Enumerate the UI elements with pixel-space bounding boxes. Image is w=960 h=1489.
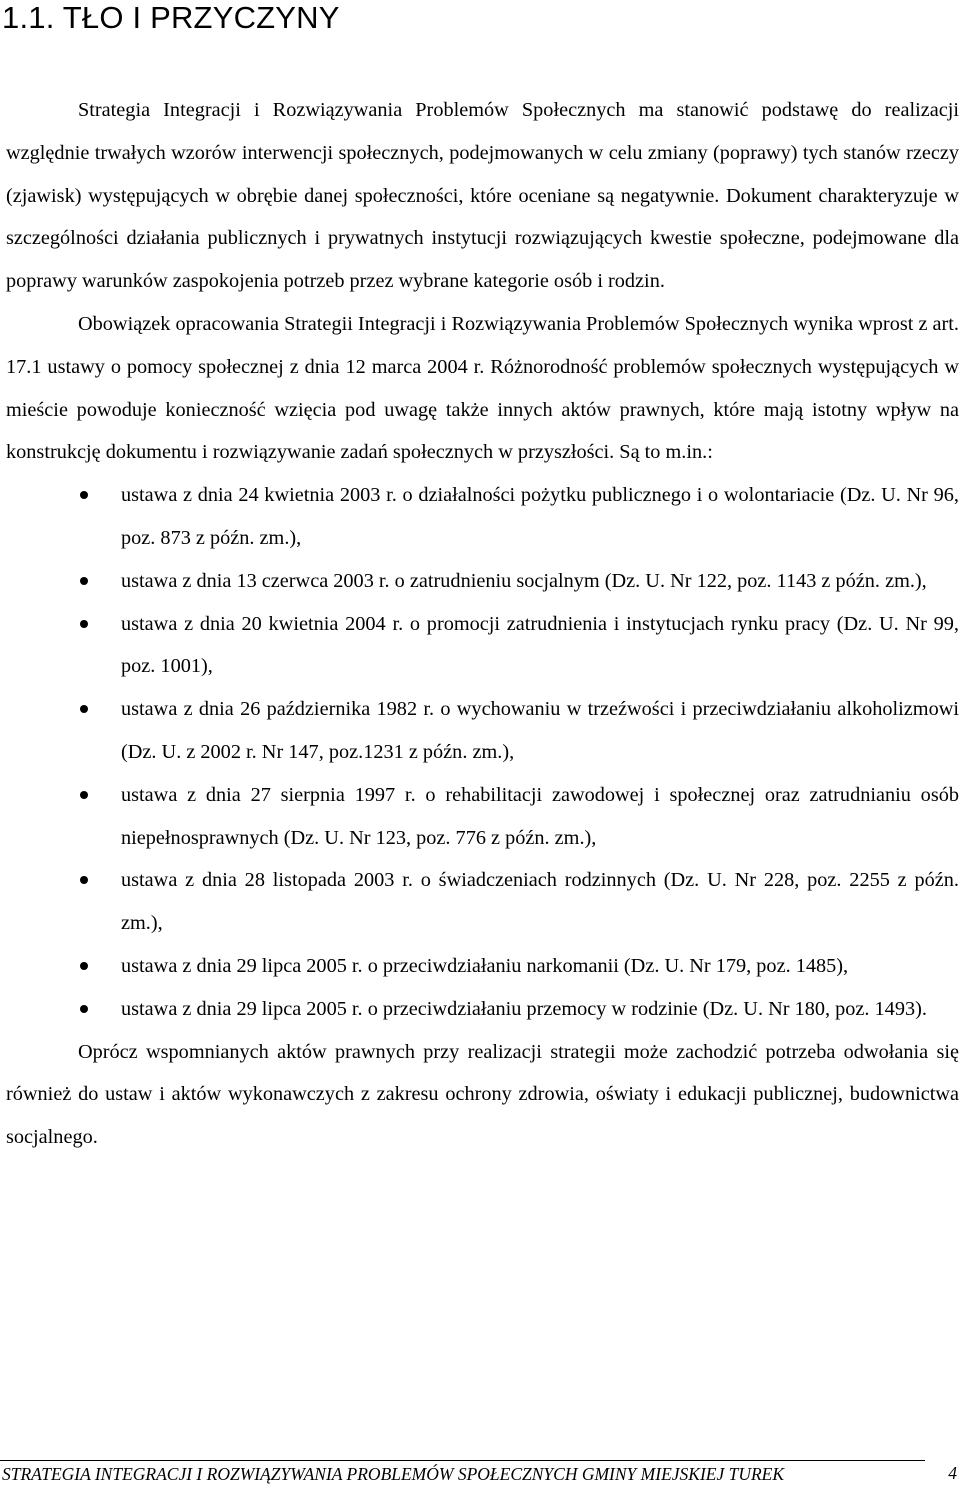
intro-paragraph: Strategia Integracji i Rozwiązywania Problemów Społecznych ma stanowić podstawę do realizacji względnie trwałych wzorów interwencji społecznych, podejmowanych w celu zmiany (poprawy) tych stanów rzeczy (zjawisk) występujących w obrębie danej społeczności, które oceniane są negatywnie. Dokument charakteryzuje w szczególności działania publicznych i prywatnych instytucji rozwiązujących kwestie społeczne, podejmowane dla poprawy warunków zaspokojenia potrzeb przez wybrane kategorie osób i rodzin. — [6, 99, 959, 293]
bullet-icon — [80, 620, 88, 628]
footer-title: STRATEGIA INTEGRACJI I ROZWIĄZYWANIA PROBLEMÓW SPOŁECZNYCH GMINY MIEJSKIEJ TUREK — [2, 1464, 785, 1484]
list-item-text: ustawa z dnia 24 kwietnia 2003 r. o działalności pożytku publicznego i o wolontariacie (Dz. U. Nr 96, poz. 873 z późn. zm.), — [121, 484, 959, 549]
list-item — [6, 945, 959, 988]
list-item — [6, 603, 959, 689]
closing-paragraph: Oprócz wspomnianych aktów prawnych przy realizacji strategii może zachodzić potrzeba odwołania się również do ustaw i aktów wykonawczych z zakresu ochrony zdrowia, oświaty i edukacji publicznej, budownictwa socjalnego. — [6, 1040, 959, 1149]
bullet-icon — [80, 876, 88, 884]
list-item — [6, 688, 959, 774]
list-item-text: ustawa z dnia 26 października 1982 r. o wychowaniu w trzeźwości i przeciwdziałaniu alkoholizmowi (Dz. U. z 2002 r. Nr 147, poz.1231 z późn. zm.), — [121, 698, 959, 763]
bullet-icon — [80, 791, 88, 799]
list-item-text: ustawa z dnia 29 lipca 2005 r. o przeciwdziałaniu narkomanii (Dz. U. Nr 179, poz. 1485), — [121, 954, 849, 977]
section-heading: 1.1. TŁO I PRZYCZYNY — [2, 0, 340, 35]
bullet-icon — [80, 577, 88, 585]
page-number: 4 — [948, 1463, 957, 1483]
list-item-text: ustawa z dnia 27 sierpnia 1997 r. o rehabilitacji zawodowej i społecznej oraz zatrudnianiu osób niepełnosprawnych (Dz. U. Nr 123, poz. 776 z późn. zm.), — [121, 783, 959, 849]
bullet-icon — [80, 1005, 88, 1013]
list-item — [6, 859, 959, 945]
list-item — [6, 988, 959, 1031]
list-item — [6, 474, 959, 560]
list-item-text: ustawa z dnia 28 listopada 2003 r. o świadczeniach rodzinnych (Dz. U. Nr 228, poz. 2255 z późn. zm.), — [121, 869, 959, 935]
bullet-icon — [80, 962, 88, 970]
bullet-icon — [80, 491, 88, 499]
footer-divider — [0, 1460, 925, 1461]
obligation-paragraph: Obowiązek opracowania Strategii Integracji i Rozwiązywania Problemów Społecznych wynika wprost z art. 17.1 ustawy o pomocy społecznej z dnia 12 marca 2004 r. Różnorodność problemów społecznych występujących w mieście powoduje konieczność wzięcia pod uwagę także innych aktów prawnych, które mają istotny wpływ na konstrukcję dokumentu i rozwiązywanie zadań społecznych w przyszłości. Są to m.in.: — [6, 312, 959, 464]
legal-acts-list — [6, 474, 959, 1030]
list-item — [6, 560, 959, 603]
document-body — [6, 89, 959, 1159]
bullet-icon — [80, 705, 88, 713]
list-item — [6, 774, 959, 860]
list-item-text: ustawa z dnia 13 czerwca 2003 r. o zatrudnieniu socjalnym (Dz. U. Nr 122, poz. 1143 z późn. zm.), — [121, 569, 927, 592]
list-item-text: ustawa z dnia 20 kwietnia 2004 r. o promocji zatrudnienia i instytucjach rynku pracy (Dz. U. Nr 99, poz. 1001), — [121, 612, 959, 678]
list-item-text: ustawa z dnia 29 lipca 2005 r. o przeciwdziałaniu przemocy w rodzinie (Dz. U. Nr 180, poz. 1493). — [121, 997, 927, 1020]
